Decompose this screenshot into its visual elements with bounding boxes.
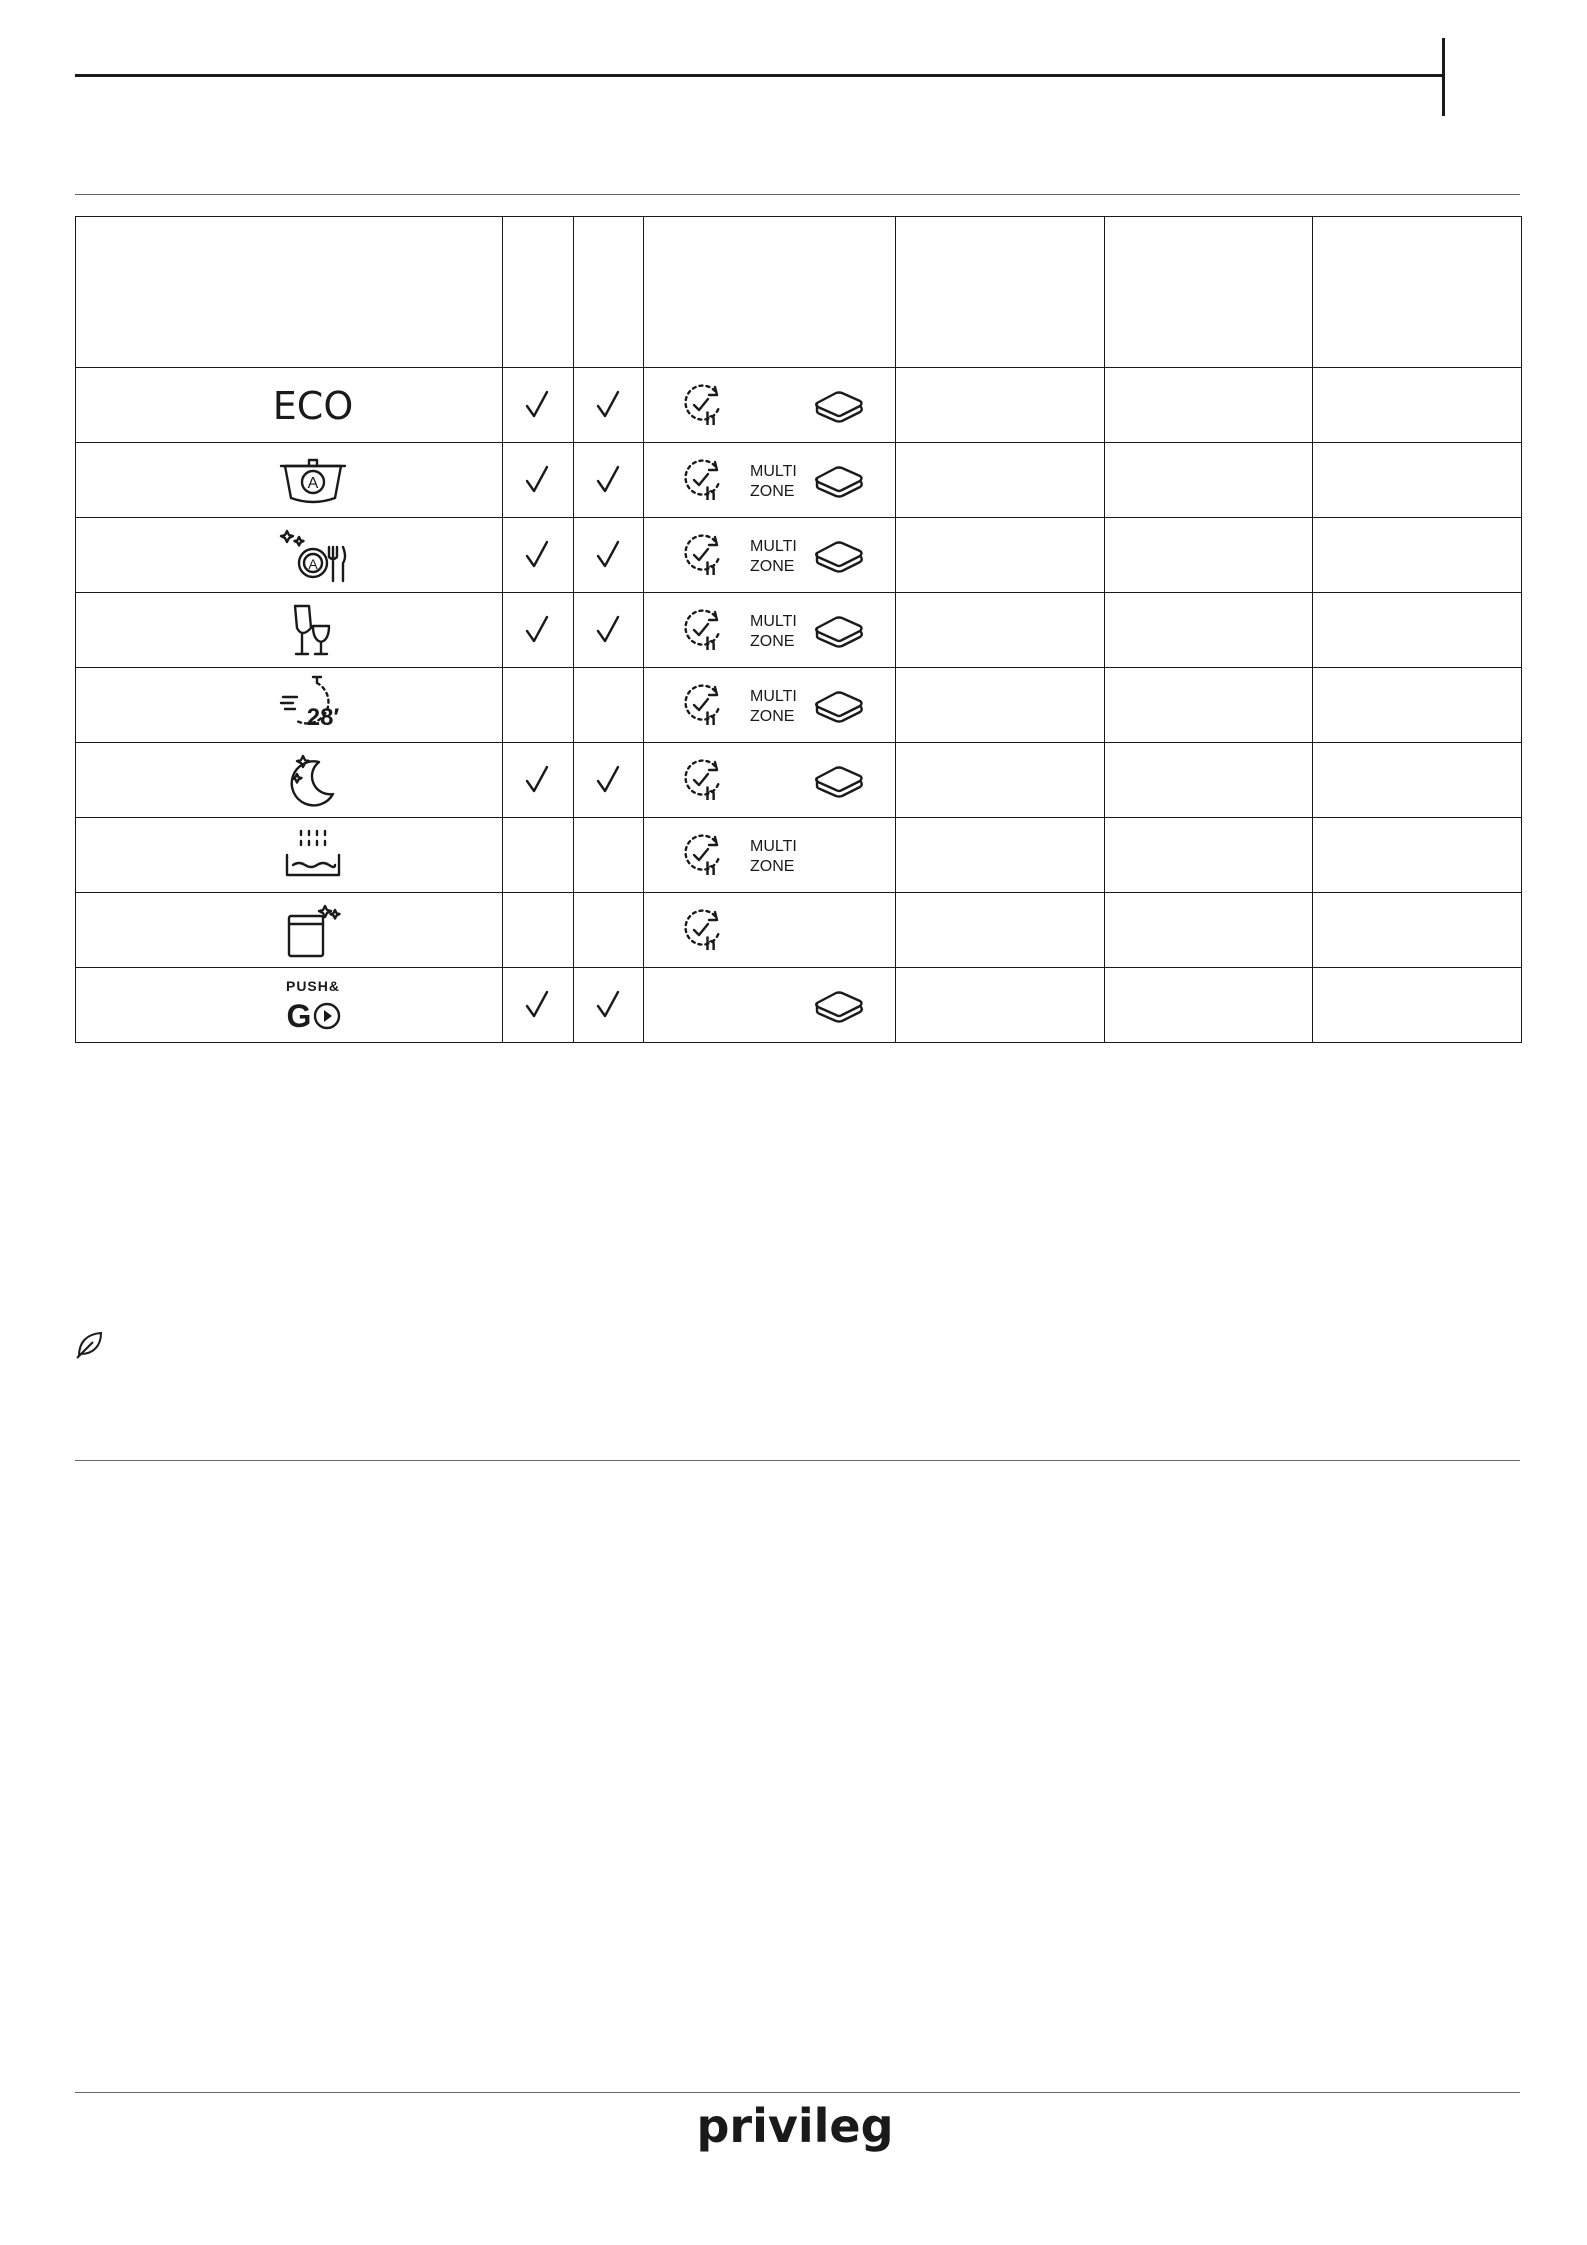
options-cell	[644, 743, 896, 818]
empty-cell-5	[896, 668, 1105, 743]
multizone-label	[746, 458, 802, 502]
glasses-icon	[273, 598, 353, 662]
program-table	[75, 216, 1522, 1043]
empty-cell-7	[1313, 893, 1522, 968]
program-cell	[76, 593, 503, 668]
empty-cell-6	[1104, 818, 1313, 893]
header-cell-options	[644, 217, 896, 368]
options-cell	[644, 368, 896, 443]
multizone-label	[746, 533, 802, 577]
table-row	[76, 668, 1522, 743]
check-mark-icon	[523, 388, 553, 422]
eco-icon	[273, 373, 353, 437]
empty-cell-5	[896, 743, 1105, 818]
night-icon	[273, 748, 353, 812]
section-divider-bottom	[75, 1460, 1520, 1461]
auto-sparkle-cutlery-icon	[273, 523, 353, 587]
svg-text:A: A	[308, 556, 318, 572]
tablet-icon	[812, 385, 866, 425]
program-cell	[76, 743, 503, 818]
option-2-cell	[573, 518, 644, 593]
svg-text:ZONE: ZONE	[750, 483, 795, 500]
empty-cell-6	[1104, 668, 1313, 743]
svg-text:ZONE: ZONE	[750, 558, 795, 575]
empty-cell-5	[896, 893, 1105, 968]
tablet-icon	[812, 535, 866, 575]
delay-start-icon	[679, 381, 727, 429]
program-cell	[76, 818, 503, 893]
check-mark-icon	[594, 988, 624, 1022]
delay-start-icon	[679, 906, 727, 954]
option-2-cell	[573, 743, 644, 818]
option-1-cell	[503, 968, 574, 1043]
option-1-cell	[503, 668, 574, 743]
check-mark-icon	[523, 613, 553, 647]
empty-cell-7	[1313, 443, 1522, 518]
table-header-row	[76, 217, 1522, 368]
check-mark-icon	[523, 538, 553, 572]
empty-cell-7	[1313, 518, 1522, 593]
svg-text:ECO: ECO	[273, 384, 353, 428]
table-row	[76, 593, 1522, 668]
svg-text:h: h	[705, 559, 717, 579]
svg-text:ZONE: ZONE	[750, 858, 795, 875]
empty-cell-7	[1313, 593, 1522, 668]
option-1-cell	[503, 743, 574, 818]
program-cell	[76, 443, 503, 518]
svg-text:PUSH&: PUSH&	[285, 978, 341, 994]
empty-cell-5	[896, 593, 1105, 668]
quick-28-icon	[273, 673, 353, 737]
check-mark-icon	[523, 463, 553, 497]
table-row	[76, 518, 1522, 593]
option-1-cell	[503, 593, 574, 668]
svg-text:28′: 28′	[306, 704, 340, 731]
empty-cell-6	[1104, 518, 1313, 593]
delay-start-icon	[679, 606, 727, 654]
empty-cell-7	[1313, 818, 1522, 893]
delay-start-icon	[679, 756, 727, 804]
table-row	[76, 743, 1522, 818]
empty-cell-5	[896, 818, 1105, 893]
multizone-label	[746, 683, 802, 727]
svg-text:h: h	[705, 634, 717, 654]
empty-cell-6	[1104, 593, 1313, 668]
multizone-label	[746, 608, 802, 652]
empty-cell-6	[1104, 368, 1313, 443]
options-cell	[644, 668, 896, 743]
svg-text:h: h	[705, 784, 717, 804]
section-divider-top	[75, 194, 1520, 195]
empty-cell-5	[896, 968, 1105, 1043]
options-cell	[644, 968, 896, 1043]
brand-logo	[675, 2100, 915, 2156]
footer-rule	[75, 2092, 1520, 2093]
prewash-icon	[273, 823, 353, 887]
svg-text:h: h	[705, 409, 717, 429]
header-cell-option-2	[573, 217, 644, 368]
leaf-icon	[73, 1328, 107, 1362]
delay-start-icon	[679, 831, 727, 879]
header-cell-6	[1104, 217, 1313, 368]
svg-text:G: G	[286, 998, 312, 1034]
option-1-cell	[503, 368, 574, 443]
tablet-icon	[812, 685, 866, 725]
empty-cell-6	[1104, 443, 1313, 518]
option-2-cell	[573, 818, 644, 893]
svg-text:A: A	[307, 475, 319, 492]
options-cell	[644, 818, 896, 893]
svg-text:MULTI: MULTI	[750, 688, 798, 705]
program-cell	[76, 518, 503, 593]
svg-text:ZONE: ZONE	[750, 633, 795, 650]
svg-text:h: h	[705, 709, 717, 729]
check-mark-icon	[594, 388, 624, 422]
empty-cell-5	[896, 368, 1105, 443]
header-cell-5	[896, 217, 1105, 368]
tablet-icon	[812, 985, 866, 1025]
option-2-cell	[573, 893, 644, 968]
empty-cell-5	[896, 443, 1105, 518]
check-mark-icon	[594, 763, 624, 797]
empty-cell-7	[1313, 368, 1522, 443]
top-rule	[75, 74, 1445, 77]
program-cell	[76, 893, 503, 968]
svg-text:ZONE: ZONE	[750, 708, 795, 725]
tablet-icon	[812, 760, 866, 800]
options-cell	[644, 593, 896, 668]
empty-cell-5	[896, 518, 1105, 593]
check-mark-icon	[523, 988, 553, 1022]
option-1-cell	[503, 518, 574, 593]
program-cell	[76, 368, 503, 443]
delay-start-icon	[679, 531, 727, 579]
table-row	[76, 893, 1522, 968]
empty-cell-7	[1313, 668, 1522, 743]
check-mark-icon	[594, 538, 624, 572]
push-and-go-icon	[273, 973, 353, 1037]
tablet-icon	[812, 610, 866, 650]
options-cell	[644, 443, 896, 518]
table-row	[76, 818, 1522, 893]
multizone-label	[746, 833, 802, 877]
option-1-cell	[503, 818, 574, 893]
program-cell	[76, 668, 503, 743]
empty-cell-7	[1313, 968, 1522, 1043]
header-cell-option-1	[503, 217, 574, 368]
delay-start-icon	[679, 681, 727, 729]
options-cell	[644, 518, 896, 593]
svg-text:MULTI: MULTI	[750, 613, 798, 630]
empty-cell-6	[1104, 743, 1313, 818]
check-mark-icon	[594, 613, 624, 647]
option-2-cell	[573, 443, 644, 518]
svg-text:MULTI: MULTI	[750, 838, 798, 855]
option-2-cell	[573, 968, 644, 1043]
self-clean-icon	[273, 898, 353, 962]
empty-cell-7	[1313, 743, 1522, 818]
option-1-cell	[503, 443, 574, 518]
top-rule-tick	[1442, 38, 1445, 116]
header-cell-program	[76, 217, 503, 368]
brand-logo-text: privileg	[696, 2100, 894, 2153]
options-cell	[644, 893, 896, 968]
delay-start-icon	[679, 456, 727, 504]
check-mark-icon	[594, 463, 624, 497]
svg-text:MULTI: MULTI	[750, 463, 798, 480]
header-cell-7	[1313, 217, 1522, 368]
option-1-cell	[503, 893, 574, 968]
table-row	[76, 368, 1522, 443]
option-2-cell	[573, 668, 644, 743]
svg-text:h: h	[705, 484, 717, 504]
svg-text:h: h	[705, 934, 717, 954]
auto-icon	[273, 448, 353, 512]
empty-cell-6	[1104, 968, 1313, 1043]
table-row	[76, 443, 1522, 518]
check-mark-icon	[523, 763, 553, 797]
tablet-icon	[812, 460, 866, 500]
svg-text:MULTI: MULTI	[750, 538, 798, 555]
option-2-cell	[573, 593, 644, 668]
option-2-cell	[573, 368, 644, 443]
svg-text:h: h	[705, 859, 717, 879]
empty-cell-6	[1104, 893, 1313, 968]
program-cell	[76, 968, 503, 1043]
table-row	[76, 968, 1522, 1043]
